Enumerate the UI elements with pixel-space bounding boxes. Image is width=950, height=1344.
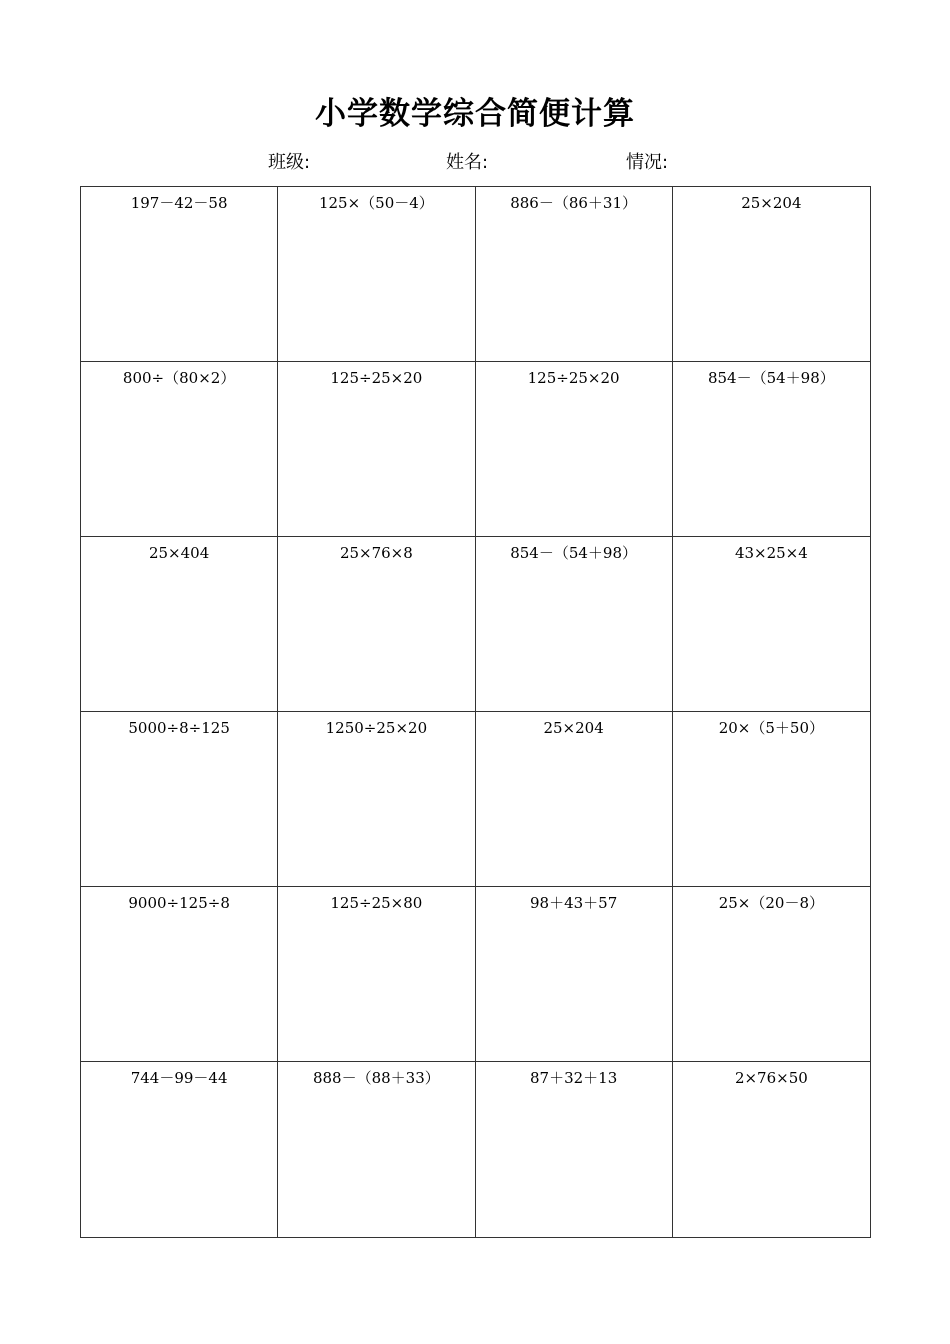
problem-cell: 125×（50－4） — [278, 187, 475, 362]
problem-cell: 43×25×4 — [673, 537, 870, 712]
problem-cell: 800÷（80×2） — [81, 362, 278, 537]
problem-cell: 20×（5＋50） — [673, 712, 870, 887]
problem-cell: 9000÷125÷8 — [81, 887, 278, 1062]
status-label: 情况: — [626, 152, 669, 173]
problem-cell: 888－（88＋33） — [278, 1062, 475, 1237]
class-label: 班级: — [268, 152, 311, 173]
worksheet-title: 小学数学综合简便计算 — [315, 96, 635, 132]
problem-cell: 87＋32＋13 — [476, 1062, 673, 1237]
problem-cell: 125÷25×80 — [278, 887, 475, 1062]
problem-cell: 744－99－44 — [81, 1062, 278, 1237]
problem-cell: 197－42－58 — [81, 187, 278, 362]
problem-cell: 25×404 — [81, 537, 278, 712]
problem-cell: 2×76×50 — [734, 1069, 808, 1087]
problem-cell: 5000÷8÷125 — [81, 712, 278, 887]
problem-cell: 886－（86＋31） — [476, 187, 673, 362]
problem-cell: 1250÷25×20 — [278, 712, 475, 887]
problem-cell: 25×（20－8） — [673, 887, 870, 1062]
student-info-row — [0, 150, 950, 176]
problem-cell: 25×204 — [476, 712, 673, 887]
problem-cell: 854－（54＋98） — [476, 537, 673, 712]
problem-cell: 854－（54＋98） — [673, 362, 870, 537]
problem-cell: 25×76×8 — [278, 537, 475, 712]
problem-cell: 98＋43＋57 — [476, 887, 673, 1062]
problem-cell: 125÷25×20 — [278, 362, 475, 537]
name-label: 姓名: — [446, 152, 489, 173]
problem-cell: 125÷25×20 — [476, 362, 673, 537]
problem-grid — [80, 186, 871, 1238]
problem-cell: 25×204 — [673, 187, 870, 362]
